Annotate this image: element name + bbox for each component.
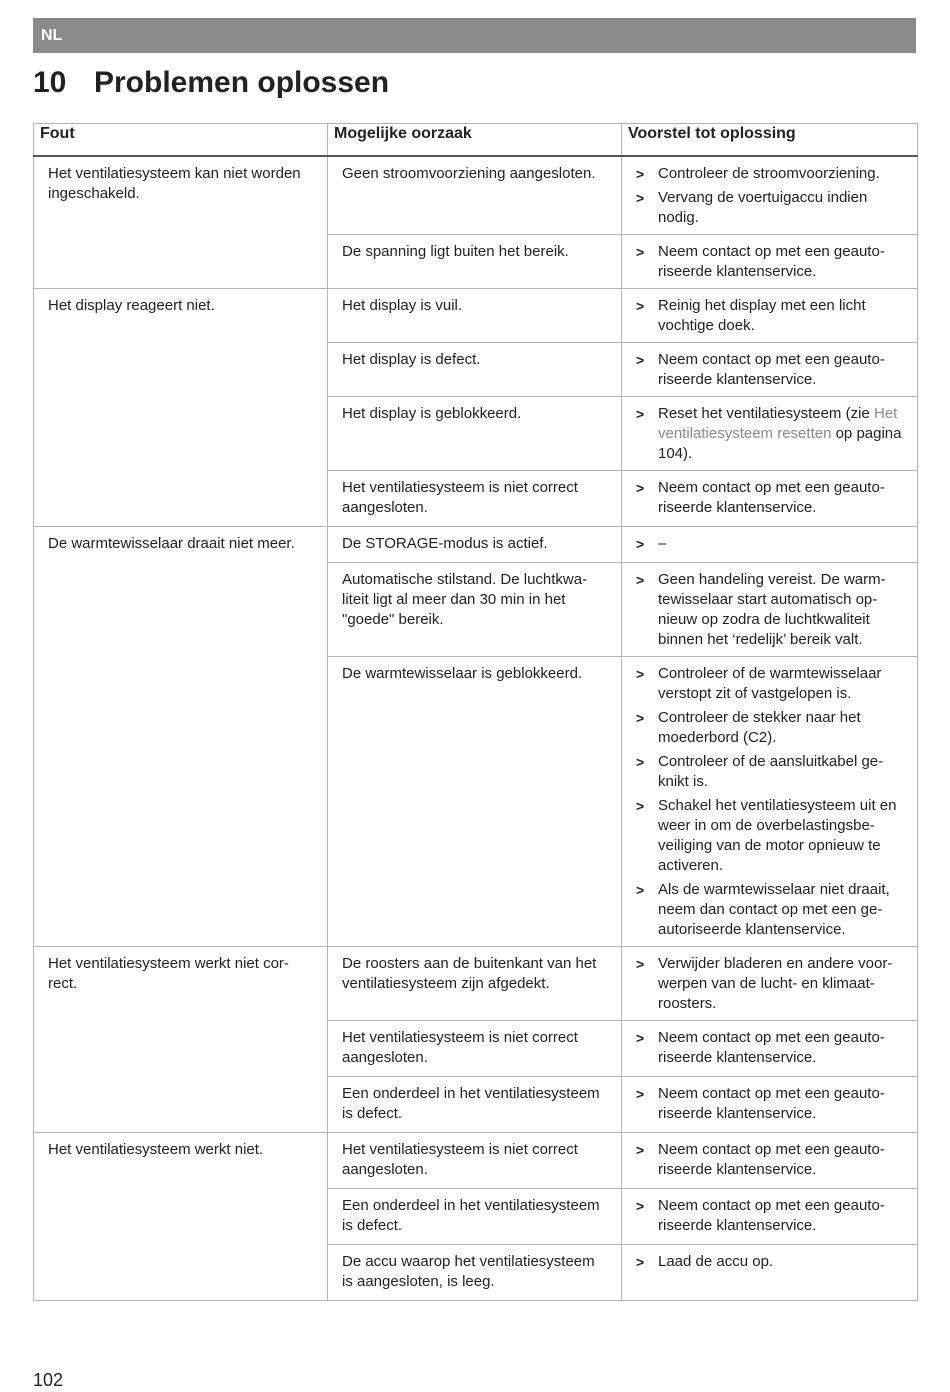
cause-cell: De warmtewisselaar is geblokkeerd.	[328, 657, 622, 947]
solution-item: > Vervang de voertuigaccu indien nodig.	[636, 188, 907, 228]
cause-cell: Geen stroomvoorziening aangesloten.	[328, 156, 622, 235]
solution-cell	[622, 657, 918, 947]
solution-list	[636, 350, 907, 390]
table-row	[34, 527, 918, 563]
solution-list	[636, 664, 907, 940]
chapter-number: 10	[33, 66, 67, 99]
solution-cell	[622, 289, 918, 343]
cause-cell: Het display is vuil.	[328, 289, 622, 343]
troubleshooting-table	[33, 123, 918, 1301]
solution-cell	[622, 397, 918, 471]
solution-cell	[622, 947, 918, 1021]
fault-cell: Het ventilatiesysteem werkt niet.	[34, 1133, 328, 1301]
solution-item: > Laad de accu op.	[636, 1252, 907, 1272]
page-title	[33, 66, 389, 100]
cause-cell: Automatische stilstand. De luchtkwaliteit ligt al meer dan 30 min in het "goede" bereik.	[328, 563, 622, 657]
solution-item: > Schakel het ventilatiesysteem uit en weer in om de overbelastingsbeveiliging van de motor opnieuw te activeren.	[636, 796, 907, 876]
solution-cell	[622, 235, 918, 289]
cause-cell: Een onderdeel in het ventilatiesysteem is defect.	[328, 1189, 622, 1245]
solution-cell	[622, 156, 918, 235]
solution-cell	[622, 563, 918, 657]
solution-cell	[622, 1189, 918, 1245]
solution-cell	[622, 1133, 918, 1189]
solution-list	[636, 478, 907, 518]
solution-item: > Als de warmtewisselaar niet draait, neem dan contact op met een geautoriseerde klantenservice.	[636, 880, 907, 940]
cross-reference-link[interactable]: Het ventilatiesysteem resetten	[658, 405, 898, 442]
solution-item: > Controleer of de aansluitkabel geknikt is.	[636, 752, 907, 792]
solution-item: > –	[636, 534, 907, 554]
solution-cell	[622, 1245, 918, 1301]
solution-item: > Neem contact op met een geautoriseerde klantenservice.	[636, 350, 907, 390]
cause-cell: Het display is defect.	[328, 343, 622, 397]
column-header-solution: Voorstel tot oplossing	[622, 124, 918, 157]
solution-list	[636, 954, 907, 1014]
cause-cell: De roosters aan de buitenkant van het ventilatiesysteem zijn afgedekt.	[328, 947, 622, 1021]
solution-item: > Neem contact op met een geautoriseerde klantenservice.	[636, 1028, 907, 1068]
solution-item: > Neem contact op met een geautoriseerde klantenservice.	[636, 1140, 907, 1180]
solution-item: > Neem contact op met een geautoriseerde klantenservice.	[636, 1196, 907, 1236]
solution-item: > Verwijder bladeren en andere voorwerpen van de lucht- en klimaatroosters.	[636, 954, 907, 1014]
solution-text-before: Reset het ventilatiesysteem (zie	[658, 405, 874, 422]
solution-list	[636, 242, 907, 282]
solution-item: > Reinig het display met een licht vochtige doek.	[636, 296, 907, 336]
solution-item	[636, 404, 907, 464]
cause-cell: De STORAGE-modus is actief.	[328, 527, 622, 563]
language-code: NL	[41, 27, 63, 44]
column-header-cause: Mogelijke oorzaak	[328, 124, 622, 157]
solution-cell	[622, 1021, 918, 1077]
page-number: 102	[33, 1370, 64, 1390]
cause-cell: Het ventilatiesysteem is niet correct aangesloten.	[328, 471, 622, 527]
table-row	[34, 1133, 918, 1189]
solution-list	[636, 1196, 907, 1236]
language-bar	[33, 18, 916, 53]
solution-list	[636, 534, 907, 554]
chapter-title: Problemen oplossen	[94, 66, 390, 99]
solution-item: > Neem contact op met een geautoriseerde klantenservice.	[636, 242, 907, 282]
solution-item: > Geen handeling vereist. De warmtewisselaar start automatisch opnieuw op zodra de luchtkwaliteit binnen het ‘redelijk’ bereik valt.	[636, 570, 907, 650]
fault-cell: Het ventilatiesysteem kan niet worden ingeschakeld.	[34, 156, 328, 289]
solution-list	[636, 1084, 907, 1124]
cause-cell: Een onderdeel in het ventilatiesysteem is defect.	[328, 1077, 622, 1133]
solution-text-after: op pagina 104).	[658, 425, 902, 462]
column-header-fault: Fout	[34, 124, 328, 157]
solution-item: > Controleer de stroomvoorziening.	[636, 164, 907, 184]
solution-item: > Neem contact op met een geautoriseerde klantenservice.	[636, 1084, 907, 1124]
table-header-row	[34, 124, 918, 157]
solution-list	[636, 296, 907, 336]
cause-cell: Het ventilatiesysteem is niet correct aangesloten.	[328, 1133, 622, 1189]
fault-cell: Het ventilatiesysteem werkt niet correct.	[34, 947, 328, 1133]
cause-cell: De spanning ligt buiten het bereik.	[328, 235, 622, 289]
solution-cell	[622, 471, 918, 527]
solution-list	[636, 164, 907, 228]
solution-item: > Controleer de stekker naar het moederbord (C2).	[636, 708, 907, 748]
cause-cell: De accu waarop het ventilatiesysteem is aangesloten, is leeg.	[328, 1245, 622, 1301]
table-row	[34, 947, 918, 1021]
table-row	[34, 289, 918, 343]
table-body	[34, 156, 918, 1301]
solution-list	[636, 1140, 907, 1180]
solution-list	[636, 570, 907, 650]
solution-list	[636, 404, 907, 464]
fault-cell: Het display reageert niet.	[34, 289, 328, 527]
table-row	[34, 156, 918, 235]
solution-cell	[622, 1077, 918, 1133]
solution-cell	[622, 343, 918, 397]
solution-item: > Controleer of de warmtewisselaar verstopt zit of vastgelopen is.	[636, 664, 907, 704]
cause-cell: Het display is geblokkeerd.	[328, 397, 622, 471]
cause-cell: Het ventilatiesysteem is niet correct aangesloten.	[328, 1021, 622, 1077]
fault-cell: De warmtewisselaar draait niet meer.	[34, 527, 328, 947]
solution-list	[636, 1252, 907, 1272]
solution-cell	[622, 527, 918, 563]
solution-item: > Neem contact op met een geautoriseerde klantenservice.	[636, 478, 907, 518]
solution-list	[636, 1028, 907, 1068]
